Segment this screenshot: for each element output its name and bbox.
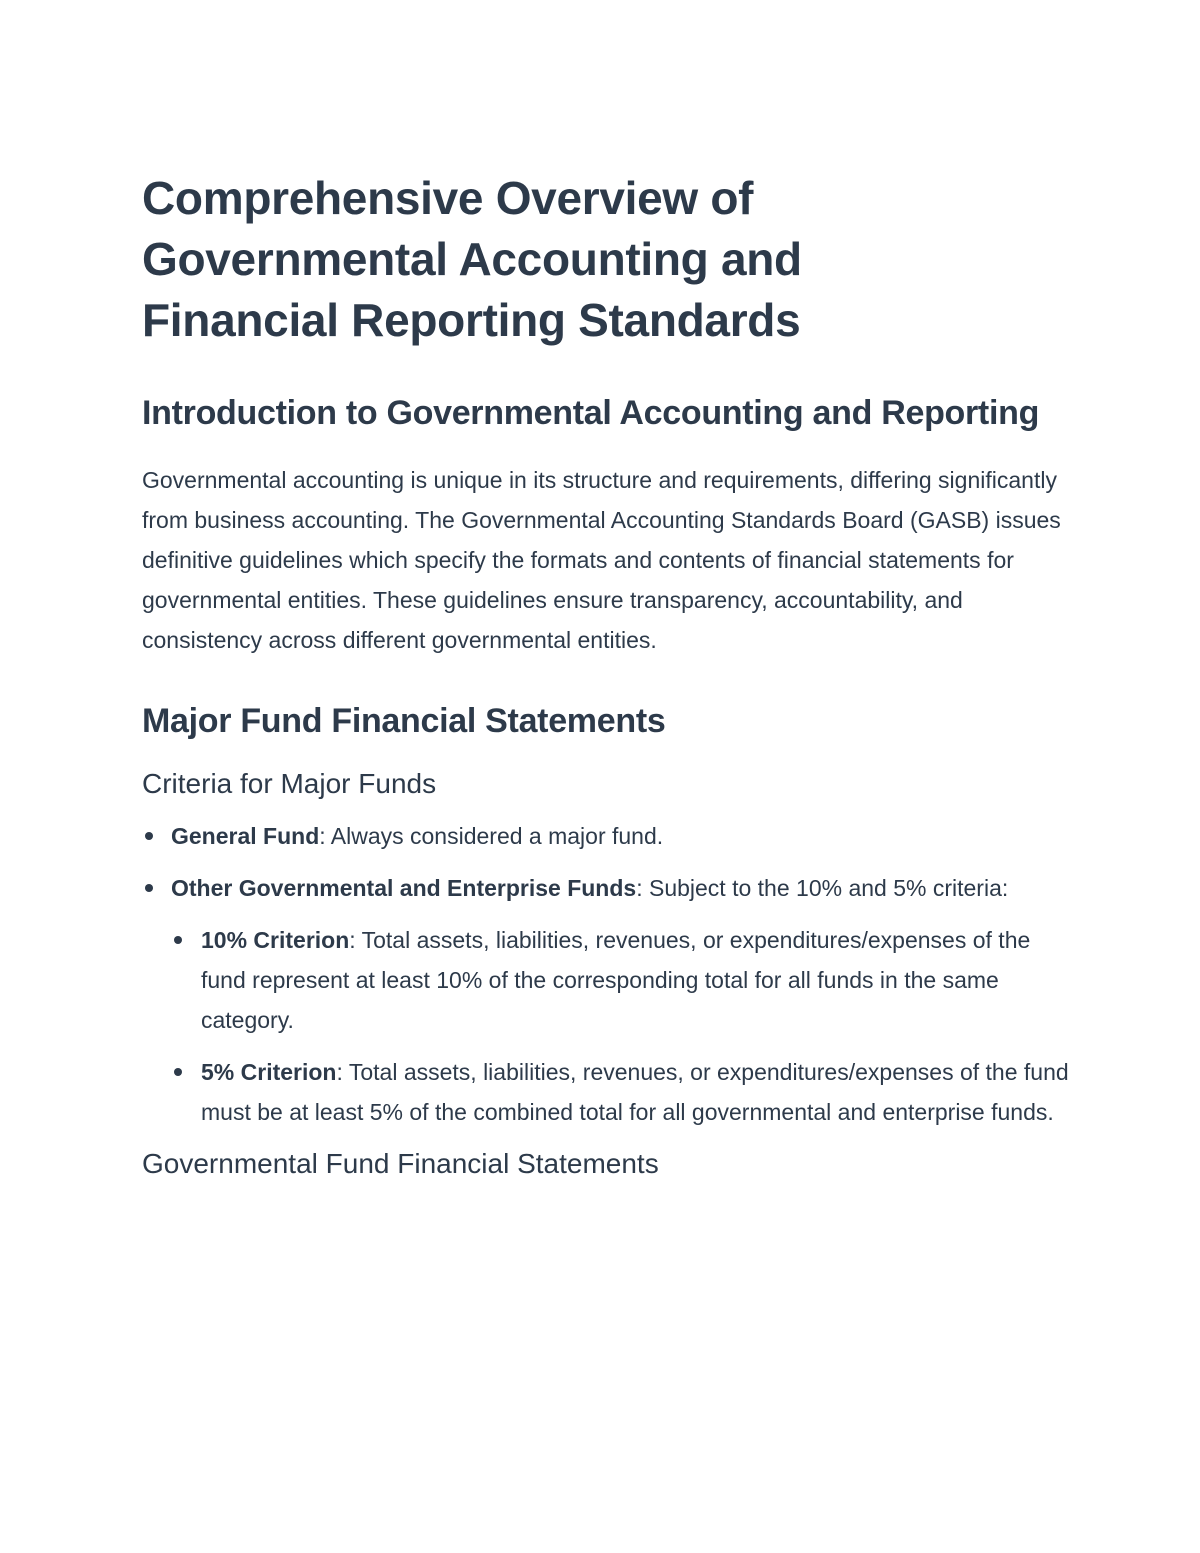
criteria-list [142,816,1072,1132]
intro-heading: Introduction to Governmental Accounting and Reporting [142,394,1040,432]
list-item-other-funds [142,868,1072,1132]
document-page [142,168,1072,1198]
bullet-icon [174,936,182,944]
sublist-item-text: : Total assets, liabilities, revenues, or expenditures/expenses of the fund must be at least 5% of the combined total for all governmental and enterprise funds. [201,1059,1069,1125]
sublist-item-10-percent [171,920,1072,1040]
list-item-text: : Subject to the 10% and 5% criteria: [636,875,1009,901]
document-title: Comprehensive Overview of Governmental Accounting and Financial Reporting Standards [142,172,802,346]
sublist-item-5-percent [171,1052,1072,1132]
list-item-text: : Always considered a major fund. [319,823,664,849]
sublist-item-term: 10% Criterion [201,927,350,953]
governmental-fund-heading: Governmental Fund Financial Statements [142,1148,659,1179]
list-item-term: General Fund [171,823,320,849]
bullet-icon [145,884,153,892]
major-fund-heading: Major Fund Financial Statements [142,702,666,740]
intro-paragraph: Governmental accounting is unique in its structure and requirements, differing significantly from business accounting. The Governmental Accounting Standards Board (GASB) issues definitive guidelines which specify the formats and contents of financial statements for governmental entities. These guidelines ensure transparency, accountability, and consistency across different governmental entities. [142,467,1061,653]
bullet-icon [145,832,153,840]
bullet-icon [174,1068,182,1076]
criteria-heading: Criteria for Major Funds [142,768,437,799]
list-item-term: Other Governmental and Enterprise Funds [171,875,637,901]
sublist-item-text: : Total assets, liabilities, revenues, or expenditures/expenses of the fund represent at least 10% of the corresponding total for all funds in the same category. [201,927,1031,1033]
criteria-sublist [171,920,1072,1132]
sublist-item-term: 5% Criterion [201,1059,337,1085]
list-item-general-fund [142,816,1072,856]
